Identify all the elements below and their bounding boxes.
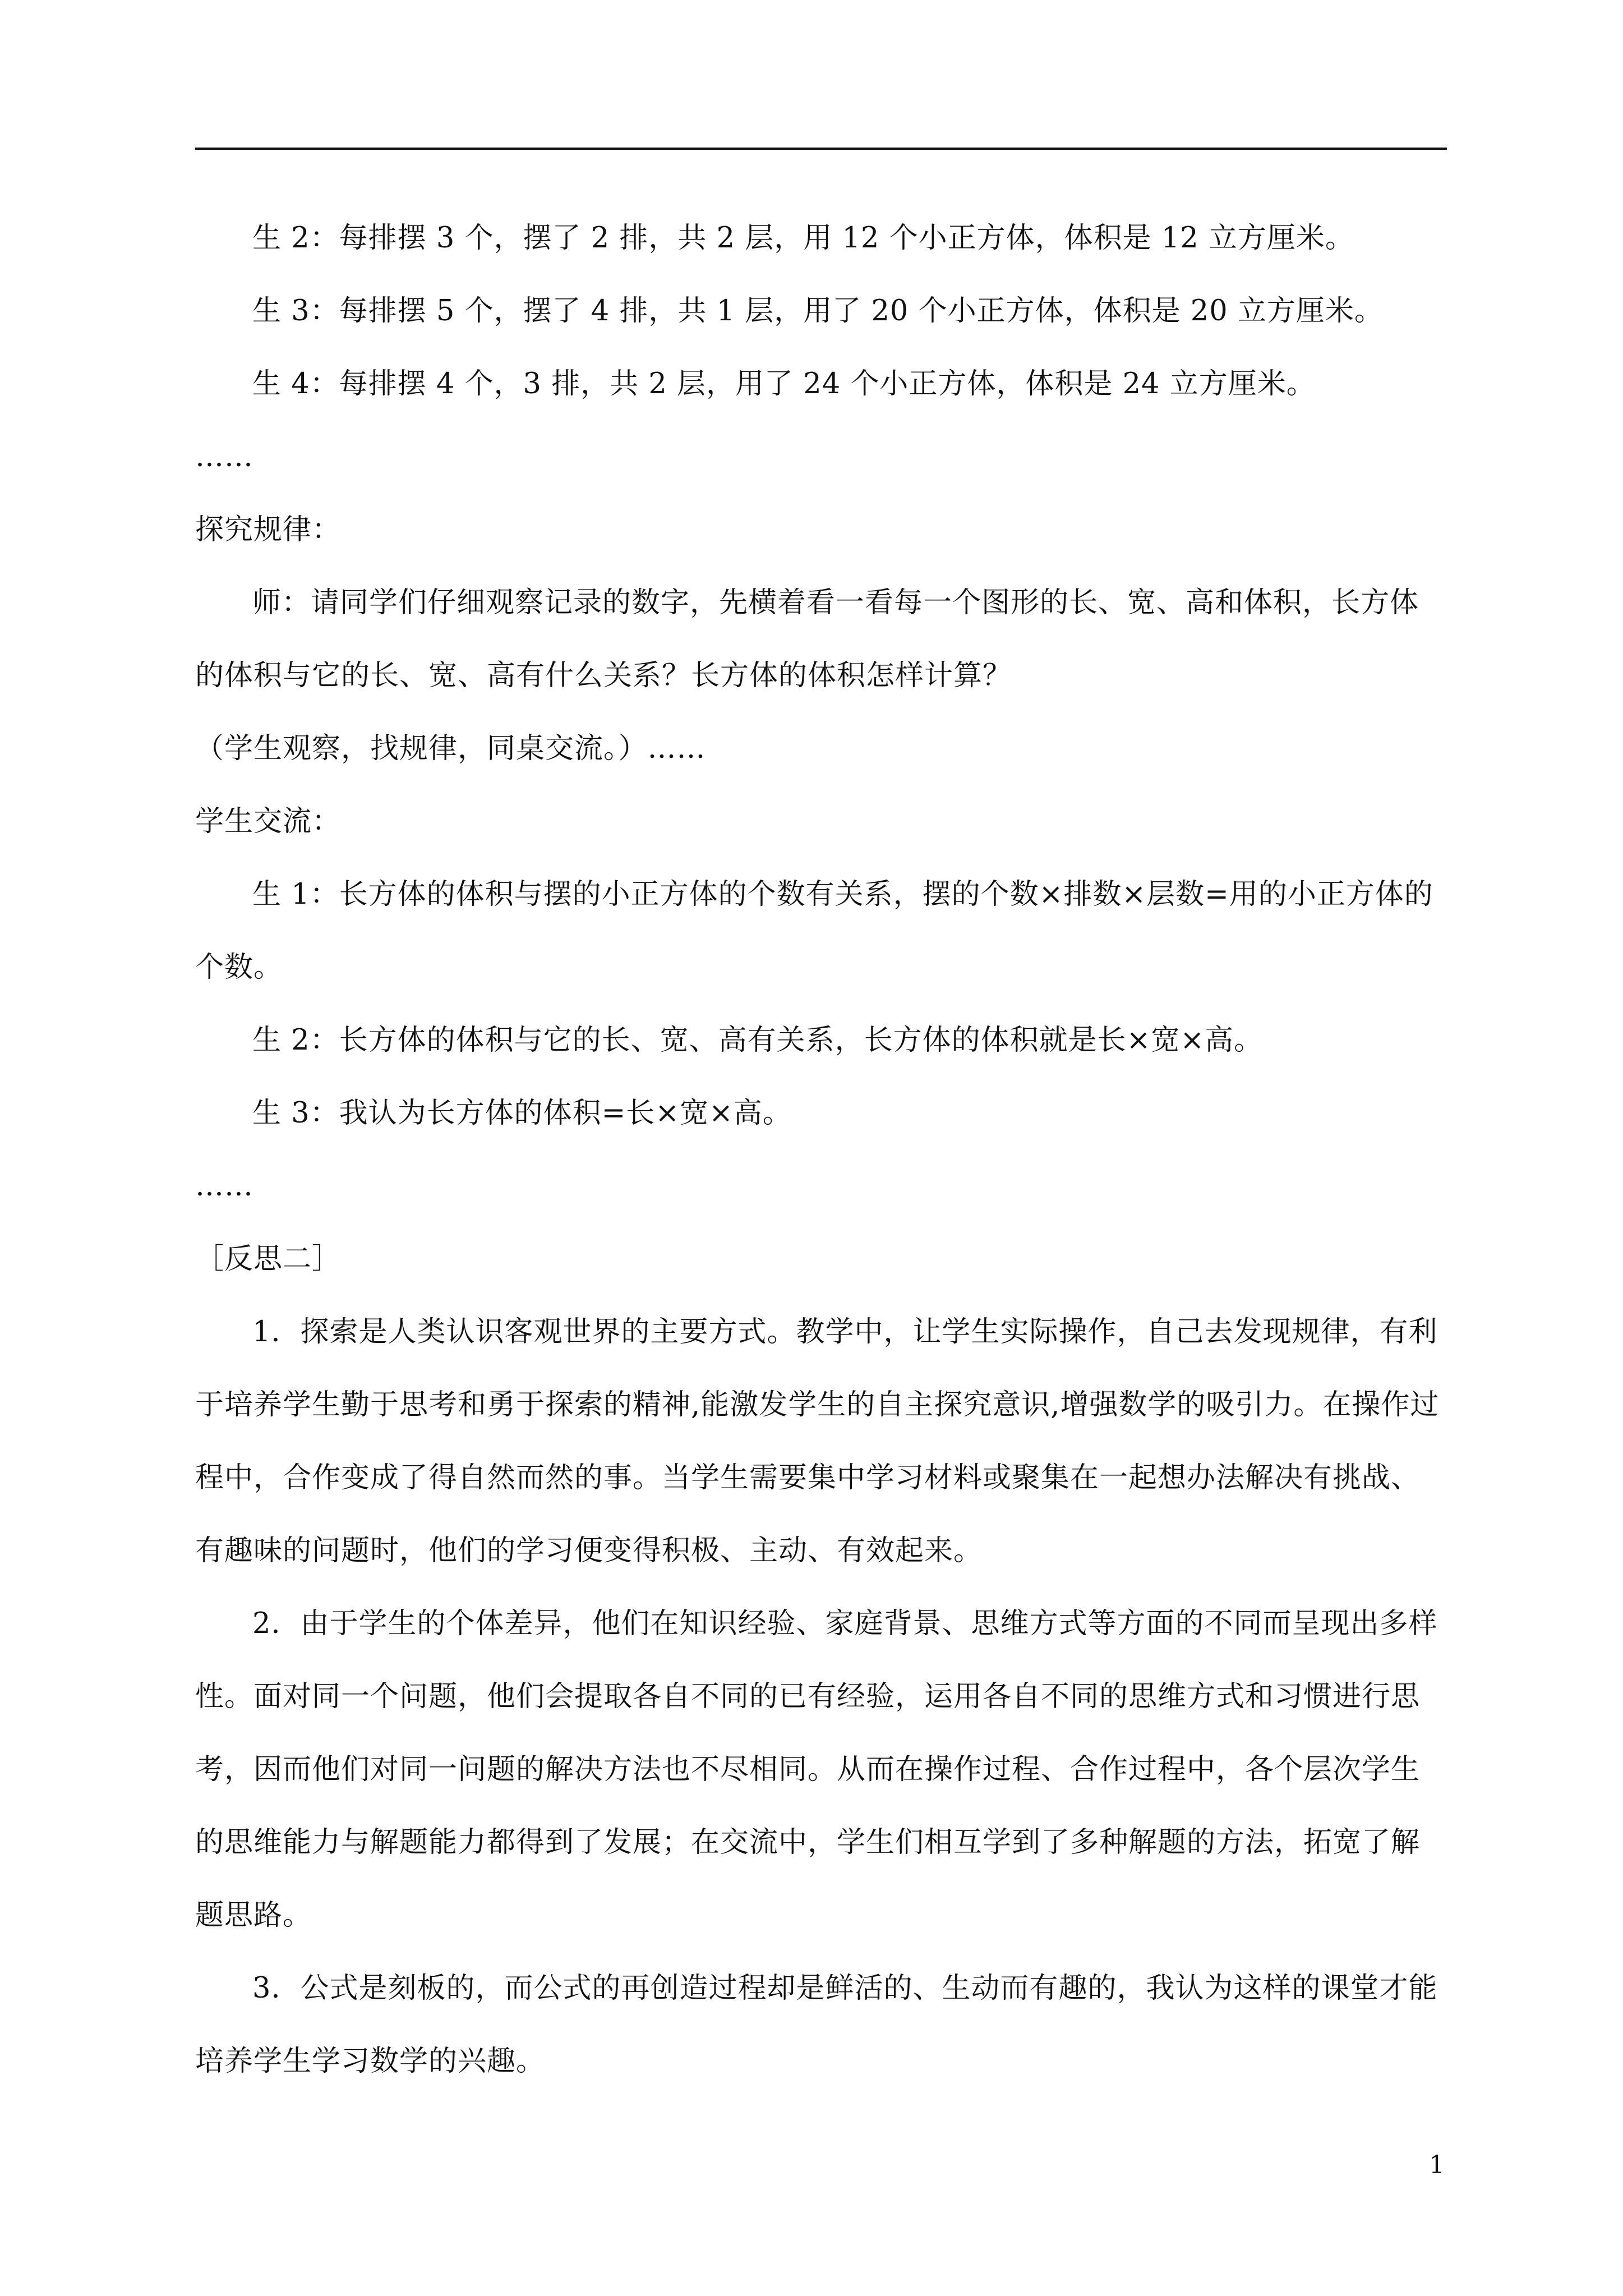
paragraph: 2．由于学生的个体差异，他们在知识经验、家庭背景、思维方式等方面的不同而呈现出多样性。面对同一个问题，他们会提取各自不同的已有经验，运用各自不同的思维方式和习惯进行思考，因而他们对同一问题的解决方法也不尽相同。从而在操作过程、合作过程中，各个层次学生的思维能力与解题能力都得到了发展；在交流中，学生们相互学到了多种解题的方法，拓宽了解题思路。: [195, 1607, 1438, 1932]
paragraph: 生 2：每排摆 3 个，摆了 2 排，共 2 层，用 12 个小正方体，体积是 12 立方厘米。: [252, 222, 1354, 255]
ellipsis-line: ……: [195, 440, 253, 473]
header-rule: [195, 148, 1447, 150]
paragraph: （学生观察，找规律，同桌交流。）……: [195, 732, 706, 765]
paragraph: 师：请同学们仔细观察记录的数字，先横着看一看每一个图形的长、宽、高和体积，长方体的体积与它的长、宽、高有什么关系？长方体的体积怎样计算？: [195, 586, 1419, 692]
paragraph: 生 4：每排摆 4 个，3 排，共 2 层，用了 24 个小正方体，体积是 24 立方厘米。: [252, 367, 1316, 401]
paragraph: 生 3：每排摆 5 个，摆了 4 排，共 1 层，用了 20 个小正方体，体积是 20 立方厘米。: [252, 295, 1384, 328]
paragraph: 生 1：长方体的体积与摆的小正方体的个数有关系，摆的个数×排数×层数=用的小正方体的个数。: [195, 878, 1433, 984]
paragraph: 生 2：长方体的体积与它的长、宽、高有关系，长方体的体积就是长×宽×高。: [252, 1024, 1264, 1057]
section-heading: 学生交流：: [195, 805, 342, 838]
document-body: [195, 202, 1447, 2098]
page-number: 1: [1429, 2151, 1445, 2179]
paragraph: 1．探索是人类认识客观世界的主要方式。教学中，让学生实际操作，自己去发现规律，有利于培养学生勤于思考和勇于探索的精神,能激发学生的自主探究意识,增强数学的吸引力。在操作过程中，合作变成了得自然而然的事。当学生需要集中学习材料或聚集在一起想办法解决有挑战、有趣味的问题时，他们的学习便变得积极、主动、有效起来。: [195, 1315, 1440, 1567]
paragraph: 生 3：我认为长方体的体积=长×宽×高。: [252, 1097, 792, 1130]
section-heading: ［反思二］: [195, 1243, 342, 1276]
ellipsis-line: ……: [195, 1170, 253, 1203]
paragraph: 3．公式是刻板的，而公式的再创造过程却是鲜活的、生动而有趣的，我认为这样的课堂才能培养学生学习数学的兴趣。: [195, 1972, 1438, 2078]
section-heading: 探究规律：: [195, 513, 342, 546]
